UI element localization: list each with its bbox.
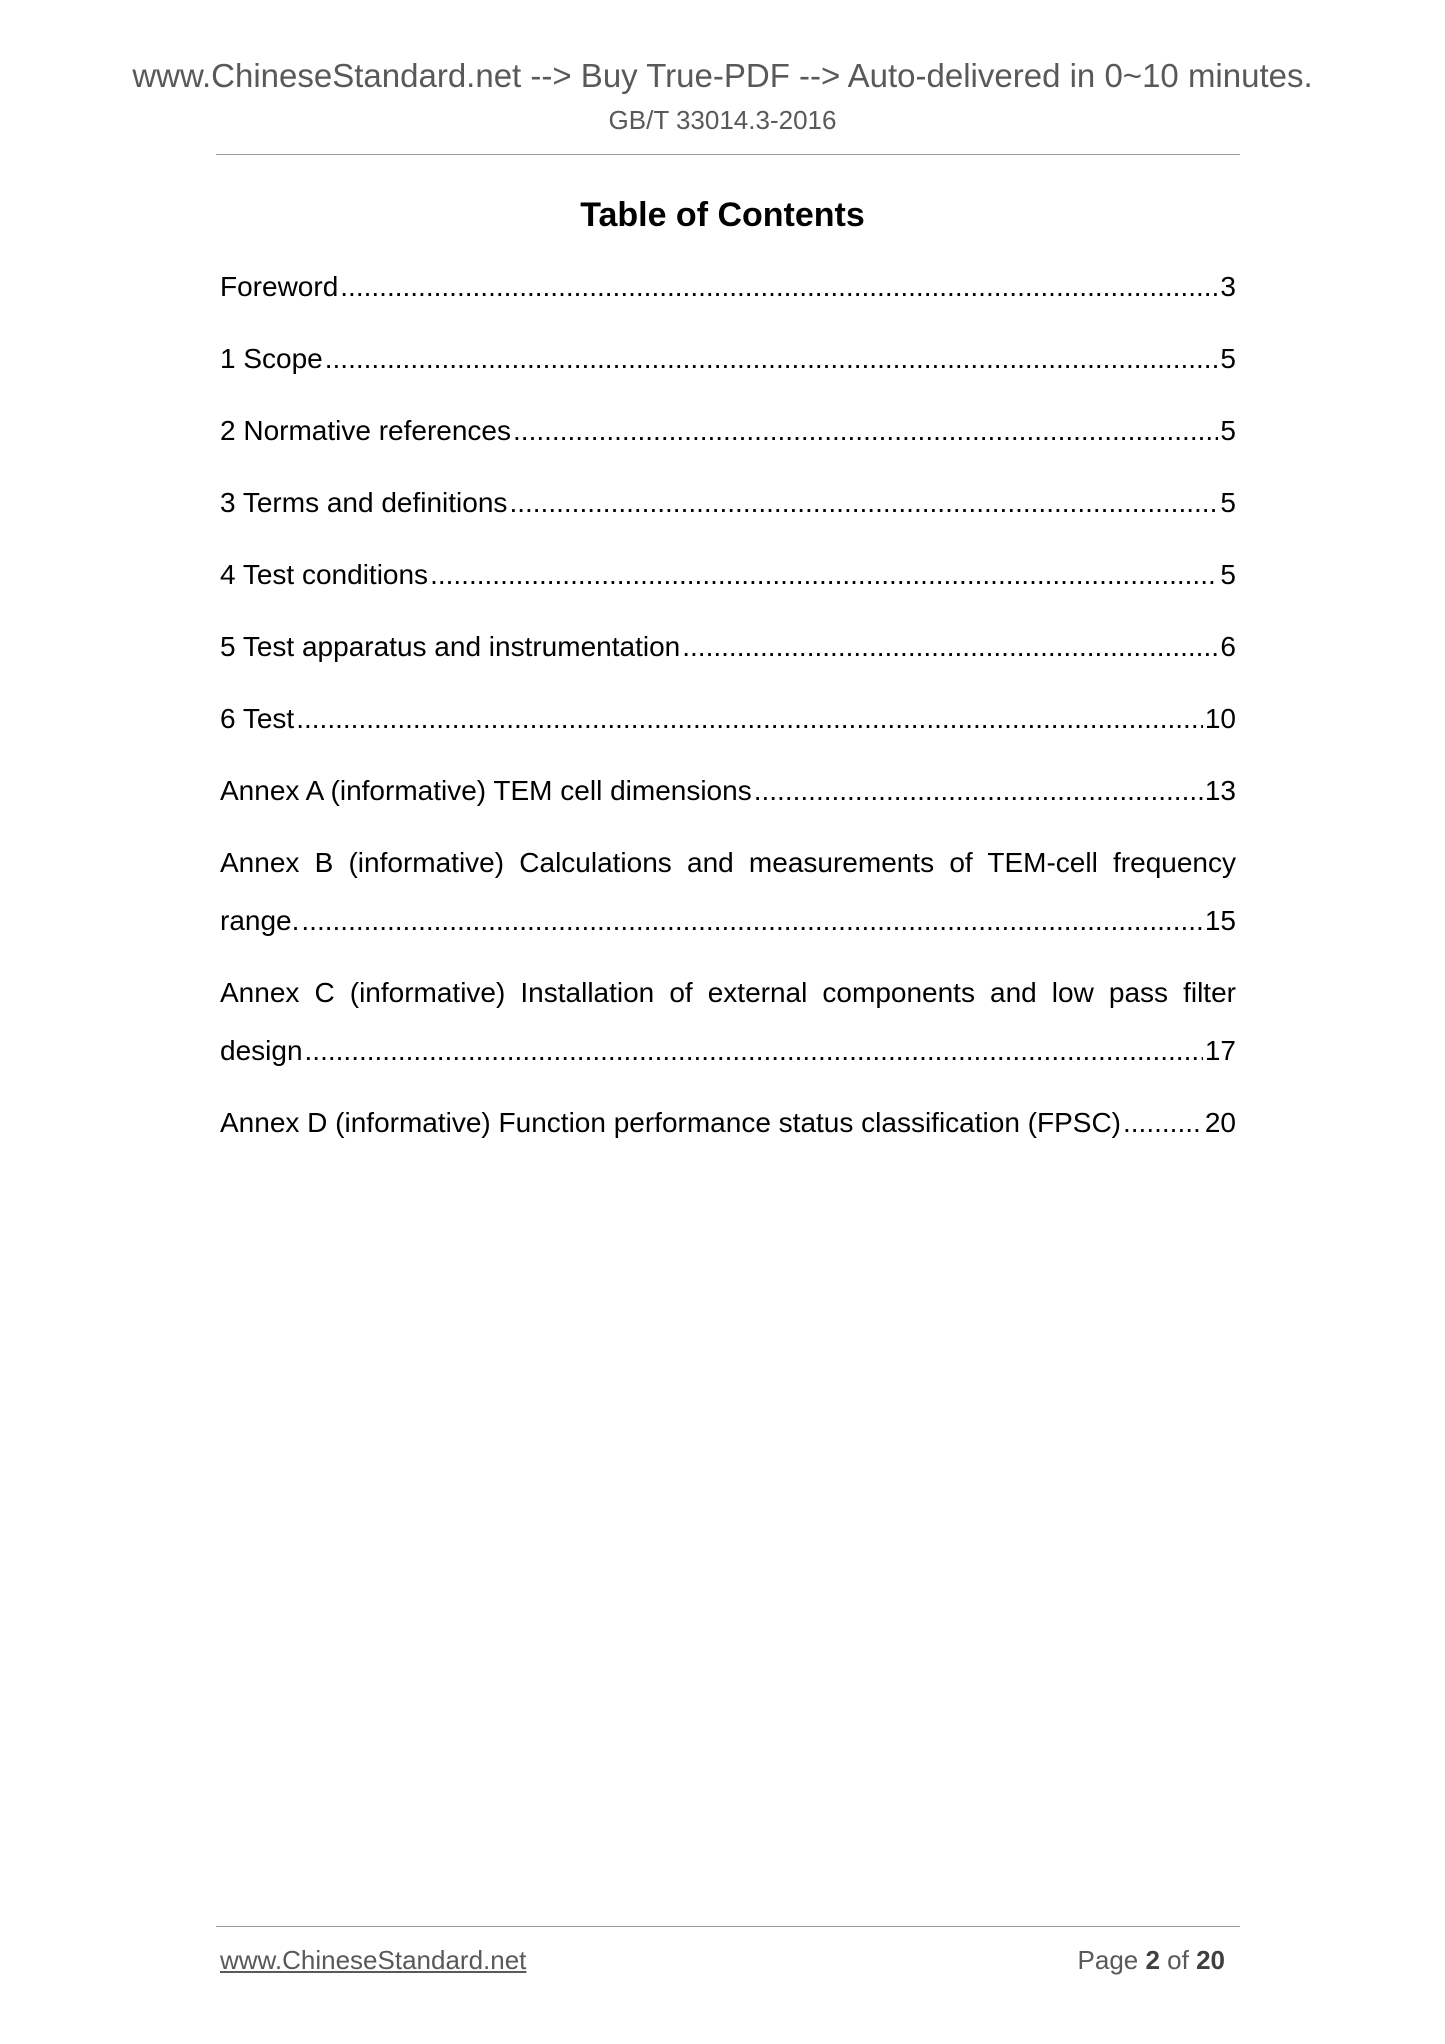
toc-entry-label: 5 Test apparatus and instrumentation [220, 631, 681, 662]
toc-entry-label-line1: Annex C (informative) Installation of external components and low pass filter [220, 977, 1236, 1008]
toc-entry-page: 5 [1220, 343, 1236, 374]
toc-entry-page: 10 [1204, 703, 1236, 734]
toc-entry-annex-a[interactable] [220, 774, 1236, 808]
toc-leader-dots [754, 774, 1203, 808]
toc-entry-page: 5 [1220, 415, 1236, 446]
page-of: of [1159, 1945, 1197, 1975]
toc-leader-dots [296, 702, 1203, 736]
toc-entry-label-line1: Annex B (informative) Calculations and measurements of TEM-cell frequency [220, 847, 1236, 878]
toc-leader-dots [305, 1034, 1203, 1068]
table-of-contents [220, 270, 1236, 1178]
toc-title: Table of Contents [580, 196, 865, 234]
footer-site-link[interactable]: www.ChineseStandard.net [220, 1945, 527, 1975]
toc-leader-dots [682, 630, 1218, 664]
page-indicator [1078, 1944, 1225, 1976]
toc-leader-dots [430, 558, 1218, 592]
toc-entry-page: 15 [1204, 905, 1236, 936]
page-total: 20 [1196, 1945, 1225, 1975]
toc-entry-terms-and-definitions[interactable] [220, 486, 1236, 520]
toc-entry-annex-c[interactable] [220, 976, 1236, 1068]
header-banner: www.ChineseStandard.net --> Buy True-PDF --> Auto-delivered in 0~10 minutes. [132, 57, 1313, 94]
document-code: GB/T 33014.3-2016 [608, 105, 837, 135]
toc-entry-page: 3 [1220, 271, 1236, 302]
toc-entry-test-apparatus[interactable] [220, 630, 1236, 664]
toc-entry-page: 5 [1220, 559, 1236, 590]
toc-entry-page: 17 [1204, 1035, 1236, 1066]
toc-entry-scope[interactable] [220, 342, 1236, 376]
toc-entry-annex-d[interactable] [220, 1106, 1236, 1140]
page-current: 2 [1145, 1945, 1160, 1975]
toc-entry-annex-b[interactable] [220, 846, 1236, 938]
toc-entry-foreword[interactable] [220, 270, 1236, 304]
toc-entry-label: 4 Test conditions [220, 559, 429, 590]
toc-entry-page: 6 [1220, 631, 1236, 662]
toc-entry-label: Annex D (informative) Function performance status classification (FPSC) [220, 1107, 1121, 1138]
toc-entry-label-line2: range. [220, 905, 300, 936]
toc-entry-normative-references[interactable] [220, 414, 1236, 448]
toc-entry-label-line2: design [220, 1035, 303, 1066]
toc-entry-label: Foreword [220, 271, 339, 302]
page-prefix: Page [1077, 1945, 1146, 1975]
toc-leader-dots [340, 270, 1218, 304]
toc-leader-dots [513, 414, 1218, 448]
toc-entry-test[interactable] [220, 702, 1236, 736]
toc-leader-dots [301, 904, 1202, 938]
header-divider [216, 154, 1240, 155]
toc-leader-dots [325, 342, 1219, 376]
toc-leader-dots [1123, 1106, 1203, 1140]
toc-entry-label: 2 Normative references [220, 415, 512, 446]
toc-entry-label: 3 Terms and definitions [220, 487, 508, 518]
toc-entry-label: 1 Scope [220, 343, 323, 374]
toc-entry-page: 20 [1204, 1107, 1236, 1138]
footer-divider [216, 1926, 1240, 1927]
toc-entry-test-conditions[interactable] [220, 558, 1236, 592]
toc-leader-dots [509, 486, 1218, 520]
toc-entry-page: 13 [1204, 775, 1236, 806]
toc-entry-page: 5 [1220, 487, 1236, 518]
toc-entry-label: Annex A (informative) TEM cell dimensions [220, 775, 752, 806]
toc-entry-label: 6 Test [220, 703, 295, 734]
